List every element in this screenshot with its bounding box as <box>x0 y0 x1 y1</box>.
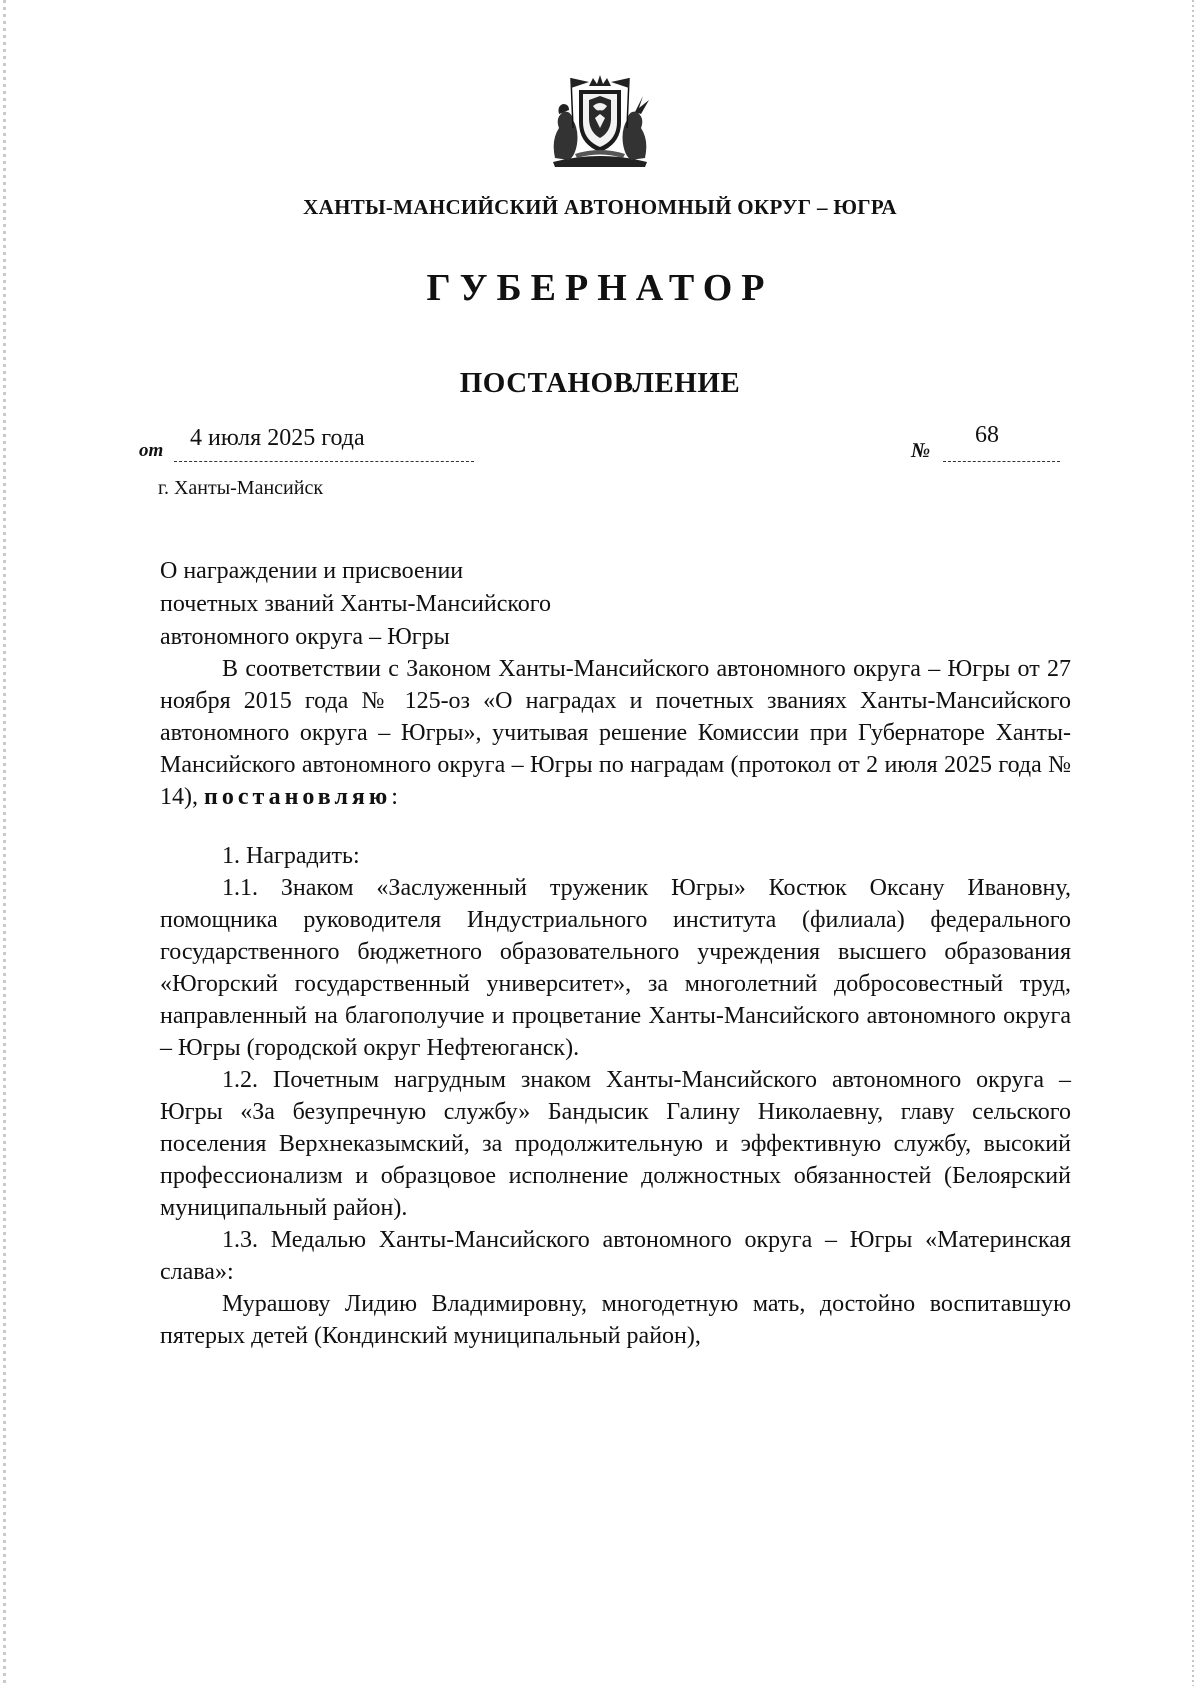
region-name: ХАНТЫ-МАНСИЙСКИЙ АВТОНОМНЫЙ ОКРУГ – ЮГРА <box>303 195 897 219</box>
resolve-word: постановляю <box>204 784 392 810</box>
number-label: № <box>911 438 931 462</box>
item-1-1: 1.1. Знаком «Заслуженный труженик Югры» Костюк Оксану Ивановну, помощника руководителя Индустриального института (филиала) федерального государственного бюджетного образовательного учреждения высшего образования «Югорский государственный университет», за многолетний добросовестный труд, направленный на благополучие и процветание Ханты-Мансийского автономного округа – Югры (городской округ Нефтеюганск). <box>160 875 1071 1061</box>
resolve-colon: : <box>391 784 398 810</box>
document-number: 68 <box>975 422 999 448</box>
preamble-text: В соответствии с Законом Ханты-Мансийского автономного округа – Югры от 27 ноября 2015 года № 125-оз «О наградах и почетных званиях Ханты-Мансийского автономного округа – Югры», учитывая решение Комиссии при Губернаторе Ханты-Мансийского автономного округа – Югры по наградам (протокол от 2 июля 2025 года № 14), <box>160 656 1071 810</box>
authority-title: ГУБЕРНАТОР <box>426 267 774 309</box>
item-1-3: 1.3. Медалью Ханты-Мансийского автономного округа – Югры «Материнская слава»: <box>160 1227 1071 1285</box>
item-1-3-recipient: Мурашову Лидию Владимировну, многодетную мать, достойно воспитавшую пятерых детей (Кондинский муниципальный район), <box>160 1291 1071 1349</box>
date-underline <box>174 461 474 462</box>
issue-city: г. Ханты-Мансийск <box>158 477 324 499</box>
item-1-2: 1.2. Почетным нагрудным знаком Ханты-Мансийского автономного округа – Югры «За безупречную службу» Бандысик Галину Николаевну, главу сельского поселения Верхнеказымский, за продолжительную и эффективную службу, высокий профессионализм и образцовое исполнение должностных обязанностей (Белоярский муниципальный район). <box>160 1067 1071 1221</box>
subject-line: О награждении и присвоении <box>160 558 464 584</box>
document-subject <box>160 555 551 654</box>
coat-of-arms-icon <box>545 70 655 170</box>
document-type: ПОСТАНОВЛЕНИЕ <box>459 367 741 399</box>
subject-line: почетных званий Ханты-Мансийского <box>160 591 552 617</box>
scan-edge-right <box>1192 0 1194 1686</box>
subject-line: автономного округа – Югры <box>160 624 450 650</box>
number-underline <box>943 461 1060 462</box>
preamble-paragraph <box>160 653 1071 813</box>
document-date: 4 июля 2025 года <box>190 425 365 451</box>
date-label: от <box>139 440 164 461</box>
scan-edge-left <box>3 0 6 1686</box>
paragraph-gap <box>160 813 1071 840</box>
document-body <box>160 653 1071 1352</box>
item-1: 1. Наградить: <box>222 843 360 869</box>
